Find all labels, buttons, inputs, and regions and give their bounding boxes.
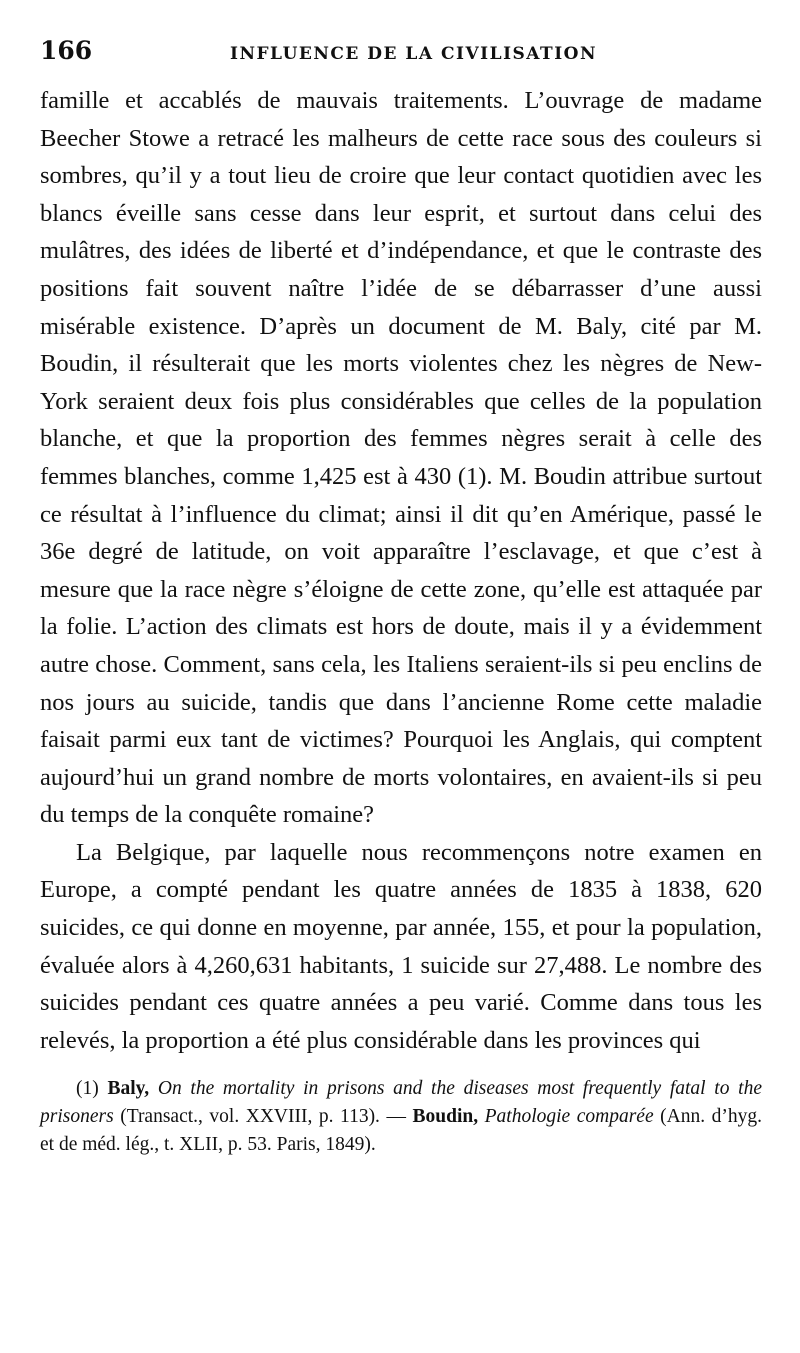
- footnote-source: (Ann. d’hyg. et de méd. lég., t. XLII, p. 53. Paris, 1849).: [40, 1106, 762, 1156]
- paragraph: La Belgique, par laquelle nous recommençons notre examen en Europe, a compté pendant les quatre années de 1835 à 1838, 620 suicides, ce qui donne en moyenne, par année, 155, et pour la population, évaluée alors à 4,260,631 habitants, 1 suicide sur 27,488. Le nombre des suicides pendant ces quatre années a peu varié. Comme dans tous les relevés, la proportion a été plus considérable dans les provinces qui: [40, 838, 762, 1054]
- footnote-title: Pathologie comparée: [478, 1106, 661, 1128]
- paragraph: famille et accablés de mauvais traitements. L’ouvrage de madame Beecher Stowe a retracé les malheurs de cette race sous des couleurs si sombres, qu’il y a tout lieu de croire que leur contact quotidien avec les blancs éveille sans cesse dans leur esprit, et surtout dans celui des mulâtres, des idées de liberté et d’indépendance, et que le contraste des positions fait souvent naître l’idée de se débarrasser d’une aussi misérable existence. D’après un document de M. Baly, cité par M. Boudin, il résulterait que les morts violentes chez les nègres de New-York seraient deux fois plus considérables que celles de la population blanche, et que la proportion des femmes nègres serait à celle des femmes blanches, comme 1,425 est à 430 (1). M. Boudin attribue surtout ce résultat à l’influence du climat; ainsi il dit qu’en Amérique, passé le 36e degré de latitude, on voit apparaître l’esclavage, et que c’est à mesure que la race nègre s’éloigne de cette zone, qu’elle est attaquée par la folie. L’action des climats est hors de doute, mais il y a évidemment autre chose. Comment, sans cela, les Italiens seraient-ils si peu enclins de nos jours au suicide, tandis que dans l’ancienne Rome cette maladie faisait parmi eux tant de victimes? Pourquoi les Anglais, qui comptent aujourd’hui un grand nombre de morts volontaires, en avaient-ils si peu du temps de la conquête romaine?: [40, 87, 762, 829]
- footnote-title: On the mortality in prisons and the diseases most frequently fatal to the prisoners: [40, 1078, 762, 1128]
- footnote: [40, 1075, 762, 1159]
- footnote-author: Boudin,: [412, 1106, 479, 1128]
- body-text: [40, 82, 762, 1059]
- page-header: [40, 36, 762, 82]
- footnote-source: (Transact., vol. XXVIII, p. 113). —: [120, 1106, 413, 1128]
- page-number: 166: [40, 36, 93, 65]
- footnote-marker: (1): [76, 1078, 108, 1100]
- footnote-author: Baly,: [107, 1078, 150, 1100]
- running-head: INFLUENCE DE LA CIVILISATION: [230, 44, 598, 64]
